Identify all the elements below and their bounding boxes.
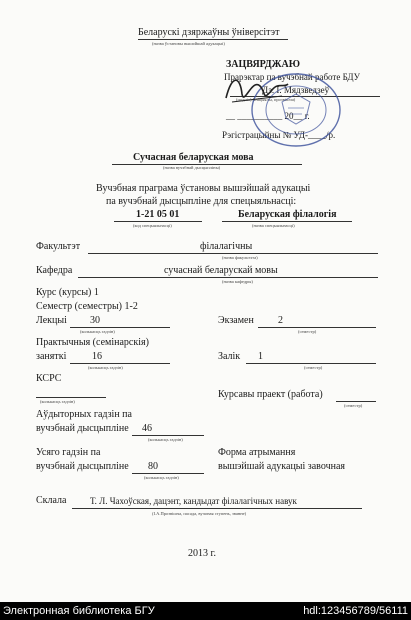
lectures-label: Лекцыі [36,315,67,326]
author-caption: (І.А.Прозвішча, пасада, вучоная ступень, званне) [152,511,247,516]
lectures-caption: (колькасць гадзін) [80,329,115,334]
department-label: Кафедра [36,265,73,276]
total-caption: (колькасць гадзін) [144,475,179,480]
coursework-caption: (семестр) [344,403,363,408]
department-caption: (назва кафедры) [222,279,253,284]
form-label-2: вышэйшай адукацыі завочная [218,461,345,472]
lectures-value: 30 [90,315,100,326]
total-value: 80 [148,461,158,472]
total-label-1: Усяго гадзін па [36,447,101,458]
discipline-caption: (назва вучэбнай дысцыпліны) [163,165,221,170]
footer-handle: hdl:123456789/56111 [303,605,408,617]
exam-label: Экзамен [218,315,254,326]
practical-caption: (колькасць гадзін) [88,365,123,370]
approval-heading: ЗАЦВЯРДЖАЮ [226,59,300,70]
practical-label: Практычныя (семінарскія) [36,337,149,348]
program-line1: Вучэбная праграма ўстановы вышэйшай адукацыі [96,183,311,194]
classroom-label-2: вучэбнай дысцыпліне [36,423,129,434]
footer-library-name: Электронная библиотека БГУ [3,605,155,617]
department-value: сучаснай беларускай мовы [164,265,278,276]
author-label: Склала [36,495,67,506]
approval-date: __ __________ 20__ г. [226,111,310,121]
specialty-name: Беларуская філалогія [238,209,337,220]
semester: Семестр (семестры) 1-2 [36,301,138,312]
classroom-label-1: Аўдыторных гадзін па [36,409,132,420]
exam-value: 2 [278,315,283,326]
approval-caption: (подпіс) (ініцыялы, прозвішча) [236,97,296,102]
university-caption: (назва ўстановы вышэйшай адукацыі) [152,41,225,46]
author-value: Т. Л. Чахоўская, дацэнт, кандыдат філалагічных навук [90,496,297,506]
classroom-value: 46 [142,423,152,434]
credit-label: Залік [218,351,241,362]
discipline-title: Сучасная беларуская мова [133,152,254,163]
credit-value: 1 [258,351,263,362]
practical-label-2: заняткі [36,351,67,362]
registration-number: Рэгістрацыйны № УД-____/р. [222,130,336,140]
ksrs-caption: (колькасць гадзін) [40,399,75,404]
course: Курс (курсы) 1 [36,287,99,298]
code-caption: (код спецыяльнасці) [133,223,172,228]
signature-icon [222,68,292,112]
approval-line2: Дз. І. Мядзведзеў [262,85,330,95]
specialty-caption: (назва спецыяльнасці) [252,223,295,228]
ksrs-label: КСРС [36,373,62,384]
university-name: Беларускі дзяржаўны ўніверсітэт [138,27,280,38]
faculty-value: філалагічны [200,241,253,252]
practical-value: 16 [92,351,102,362]
coursework-label: Курсавы праект (работа) [218,389,323,400]
program-line2: па вучэбнай дысцыпліне для спецыяльнасці: [106,196,297,207]
credit-caption: (семестр) [304,365,323,370]
classroom-caption: (колькасць гадзін) [148,437,183,442]
faculty-caption: (назва факультэта) [222,255,258,260]
approval-line1: Прарэктар па вучэбнай работе БДУ [224,72,361,82]
total-label-2: вучэбнай дысцыпліне [36,461,129,472]
faculty-label: Факультэт [36,241,81,252]
year: 2013 г. [188,548,216,559]
form-label-1: Форма атрымання [218,447,296,458]
exam-caption: (семестр) [298,329,317,334]
specialty-code: 1-21 05 01 [136,209,180,220]
footer-bar [0,602,411,620]
